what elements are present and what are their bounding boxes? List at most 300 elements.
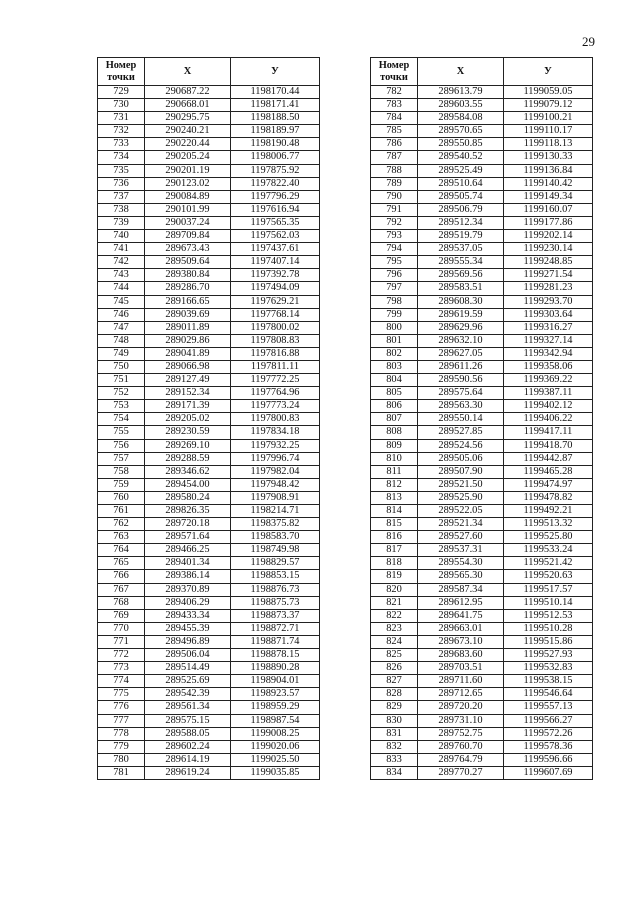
point-number-cell: 732 (98, 125, 145, 138)
x-coordinate-cell: 289720.20 (418, 701, 504, 714)
y-coordinate-cell: 1198583.70 (231, 531, 320, 544)
table-row (98, 701, 320, 714)
table-row (371, 766, 593, 779)
y-coordinate-cell: 1199492.21 (504, 505, 593, 518)
x-coordinate-cell: 289711.60 (418, 675, 504, 688)
table-row (371, 701, 593, 714)
x-coordinate-cell: 289673.10 (418, 635, 504, 648)
y-coordinate-cell: 1199149.34 (504, 190, 593, 203)
y-coordinate-cell: 1199140.42 (504, 177, 593, 190)
x-coordinate-cell: 290220.44 (145, 138, 231, 151)
table-row (371, 269, 593, 282)
x-coordinate-cell: 289555.34 (418, 256, 504, 269)
y-coordinate-cell: 1198871.74 (231, 635, 320, 648)
y-coordinate-cell: 1198853.15 (231, 570, 320, 583)
x-coordinate-cell: 289731.10 (418, 714, 504, 727)
header-point-number: Номер точки (371, 58, 418, 86)
x-coordinate-cell: 289663.01 (418, 622, 504, 635)
y-coordinate-cell: 1197768.14 (231, 308, 320, 321)
point-number-cell: 769 (98, 609, 145, 622)
x-coordinate-cell: 289709.84 (145, 230, 231, 243)
point-number-cell: 799 (371, 308, 418, 321)
y-coordinate-cell: 1199510.28 (504, 622, 593, 635)
point-number-cell: 818 (371, 557, 418, 570)
y-coordinate-cell: 1197816.88 (231, 347, 320, 360)
x-coordinate-cell: 289505.74 (418, 190, 504, 203)
point-number-cell: 761 (98, 505, 145, 518)
table-row (98, 688, 320, 701)
table-row (371, 177, 593, 190)
x-coordinate-cell: 289683.60 (418, 649, 504, 662)
x-coordinate-cell: 289505.06 (418, 452, 504, 465)
point-number-cell: 730 (98, 99, 145, 112)
table-row (98, 347, 320, 360)
y-coordinate-cell: 1199546.64 (504, 688, 593, 701)
table-row (371, 86, 593, 99)
point-number-cell: 807 (371, 413, 418, 426)
x-coordinate-cell: 289496.89 (145, 635, 231, 648)
point-number-cell: 774 (98, 675, 145, 688)
x-coordinate-cell: 289454.00 (145, 478, 231, 491)
point-number-cell: 745 (98, 295, 145, 308)
y-coordinate-cell: 1199557.13 (504, 701, 593, 714)
y-coordinate-cell: 1199342.94 (504, 347, 593, 360)
table-row (371, 505, 593, 518)
y-coordinate-cell: 1199358.06 (504, 360, 593, 373)
point-number-cell: 758 (98, 465, 145, 478)
y-coordinate-cell: 1197996.74 (231, 452, 320, 465)
coordinates-table-left (97, 57, 320, 780)
table-row (98, 727, 320, 740)
table-row (371, 203, 593, 216)
x-coordinate-cell: 289527.85 (418, 426, 504, 439)
y-coordinate-cell: 1199515.86 (504, 635, 593, 648)
y-coordinate-cell: 1197772.25 (231, 374, 320, 387)
x-coordinate-cell: 289542.39 (145, 688, 231, 701)
y-coordinate-cell: 1199118.13 (504, 138, 593, 151)
point-number-cell: 790 (371, 190, 418, 203)
point-number-cell: 821 (371, 596, 418, 609)
point-number-cell: 737 (98, 190, 145, 203)
point-number-cell: 824 (371, 635, 418, 648)
y-coordinate-cell: 1199607.69 (504, 766, 593, 779)
x-coordinate-cell: 289205.02 (145, 413, 231, 426)
y-coordinate-cell: 1198829.57 (231, 557, 320, 570)
y-coordinate-cell: 1199532.83 (504, 662, 593, 675)
x-coordinate-cell: 289575.64 (418, 387, 504, 400)
point-number-cell: 741 (98, 243, 145, 256)
table-header-row (371, 58, 593, 86)
table-row (371, 321, 593, 334)
x-coordinate-cell: 289519.79 (418, 230, 504, 243)
table-row (371, 151, 593, 164)
table-row (98, 570, 320, 583)
y-coordinate-cell: 1197616.94 (231, 203, 320, 216)
table-row (98, 321, 320, 334)
header-point-number: Номер точки (98, 58, 145, 86)
x-coordinate-cell: 289406.29 (145, 596, 231, 609)
x-coordinate-cell: 289641.75 (418, 609, 504, 622)
table-row (371, 596, 593, 609)
x-coordinate-cell: 290101.99 (145, 203, 231, 216)
table-row (371, 347, 593, 360)
table-row (371, 99, 593, 112)
point-number-cell: 764 (98, 544, 145, 557)
x-coordinate-cell: 289537.05 (418, 243, 504, 256)
y-coordinate-cell: 1197629.21 (231, 295, 320, 308)
point-number-cell: 751 (98, 374, 145, 387)
y-coordinate-cell: 1197932.25 (231, 439, 320, 452)
table-row (371, 688, 593, 701)
x-coordinate-cell: 289588.05 (145, 727, 231, 740)
point-number-cell: 763 (98, 531, 145, 544)
point-number-cell: 739 (98, 216, 145, 229)
x-coordinate-cell: 289506.79 (418, 203, 504, 216)
point-number-cell: 765 (98, 557, 145, 570)
table-row (98, 413, 320, 426)
x-coordinate-cell: 289550.85 (418, 138, 504, 151)
y-coordinate-cell: 1198171.41 (231, 99, 320, 112)
y-coordinate-cell: 1199025.50 (231, 753, 320, 766)
point-number-cell: 825 (371, 649, 418, 662)
point-number-cell: 767 (98, 583, 145, 596)
table-row (371, 662, 593, 675)
table-row (98, 374, 320, 387)
table-row (98, 478, 320, 491)
table-row (98, 112, 320, 125)
x-coordinate-cell: 289770.27 (418, 766, 504, 779)
table-row (98, 387, 320, 400)
table-row (98, 426, 320, 439)
table-row (98, 465, 320, 478)
table-row (371, 164, 593, 177)
table-row (98, 203, 320, 216)
y-coordinate-cell: 1198190.48 (231, 138, 320, 151)
y-coordinate-cell: 1199442.87 (504, 452, 593, 465)
point-number-cell: 830 (371, 714, 418, 727)
table-row (371, 282, 593, 295)
y-coordinate-cell: 1197822.40 (231, 177, 320, 190)
y-coordinate-cell: 1199100.21 (504, 112, 593, 125)
x-coordinate-cell: 289619.24 (145, 766, 231, 779)
table-row (98, 635, 320, 648)
table-row (98, 740, 320, 753)
x-coordinate-cell: 289614.19 (145, 753, 231, 766)
y-coordinate-cell: 1199521.42 (504, 557, 593, 570)
y-coordinate-cell: 1199248.85 (504, 256, 593, 269)
y-coordinate-cell: 1199527.93 (504, 649, 593, 662)
point-number-cell: 777 (98, 714, 145, 727)
x-coordinate-cell: 289286.70 (145, 282, 231, 295)
table-row (371, 256, 593, 269)
y-coordinate-cell: 1199369.22 (504, 374, 593, 387)
point-number-cell: 823 (371, 622, 418, 635)
y-coordinate-cell: 1199418.70 (504, 439, 593, 452)
point-number-cell: 756 (98, 439, 145, 452)
x-coordinate-cell: 289521.50 (418, 478, 504, 491)
x-coordinate-cell: 289507.90 (418, 465, 504, 478)
table-row (371, 308, 593, 321)
x-coordinate-cell: 289466.25 (145, 544, 231, 557)
point-number-cell: 815 (371, 518, 418, 531)
table-row (98, 531, 320, 544)
point-number-cell: 760 (98, 491, 145, 504)
table-header-row (98, 58, 320, 86)
table-row (371, 544, 593, 557)
table-row (371, 374, 593, 387)
x-coordinate-cell: 289608.30 (418, 295, 504, 308)
point-number-cell: 770 (98, 622, 145, 635)
y-coordinate-cell: 1199271.54 (504, 269, 593, 282)
point-number-cell: 820 (371, 583, 418, 596)
x-coordinate-cell: 289752.75 (418, 727, 504, 740)
y-coordinate-cell: 1198890.28 (231, 662, 320, 675)
point-number-cell: 742 (98, 256, 145, 269)
table-row (98, 125, 320, 138)
x-coordinate-cell: 289041.89 (145, 347, 231, 360)
point-number-cell: 789 (371, 177, 418, 190)
x-coordinate-cell: 289760.70 (418, 740, 504, 753)
x-coordinate-cell: 289583.51 (418, 282, 504, 295)
point-number-cell: 773 (98, 662, 145, 675)
point-number-cell: 778 (98, 727, 145, 740)
table-row (371, 740, 593, 753)
y-coordinate-cell: 1198872.71 (231, 622, 320, 635)
table-row (371, 714, 593, 727)
header-y: У (504, 58, 593, 86)
x-coordinate-cell: 290240.21 (145, 125, 231, 138)
y-coordinate-cell: 1199596.66 (504, 753, 593, 766)
table-row (98, 518, 320, 531)
y-coordinate-cell: 1199465.28 (504, 465, 593, 478)
y-coordinate-cell: 1197773.24 (231, 400, 320, 413)
y-coordinate-cell: 1199008.25 (231, 727, 320, 740)
point-number-cell: 819 (371, 570, 418, 583)
y-coordinate-cell: 1199512.53 (504, 609, 593, 622)
x-coordinate-cell: 289230.59 (145, 426, 231, 439)
x-coordinate-cell: 289401.34 (145, 557, 231, 570)
x-coordinate-cell: 289380.84 (145, 269, 231, 282)
y-coordinate-cell: 1197982.04 (231, 465, 320, 478)
point-number-cell: 797 (371, 282, 418, 295)
table-row (371, 649, 593, 662)
table-row (98, 596, 320, 609)
x-coordinate-cell: 290295.75 (145, 112, 231, 125)
table-row (98, 138, 320, 151)
x-coordinate-cell: 289673.43 (145, 243, 231, 256)
table-row (98, 400, 320, 413)
point-number-cell: 810 (371, 452, 418, 465)
point-number-cell: 766 (98, 570, 145, 583)
table-row (98, 662, 320, 675)
x-coordinate-cell: 289537.31 (418, 544, 504, 557)
point-number-cell: 817 (371, 544, 418, 557)
y-coordinate-cell: 1197392.78 (231, 269, 320, 282)
point-number-cell: 809 (371, 439, 418, 452)
x-coordinate-cell: 289525.69 (145, 675, 231, 688)
x-coordinate-cell: 289629.96 (418, 321, 504, 334)
y-coordinate-cell: 1199525.80 (504, 531, 593, 544)
table-row (371, 230, 593, 243)
table-row (371, 753, 593, 766)
table-row (371, 400, 593, 413)
table-row (98, 766, 320, 779)
point-number-cell: 785 (371, 125, 418, 138)
point-number-cell: 822 (371, 609, 418, 622)
table-row (98, 491, 320, 504)
x-coordinate-cell: 289525.49 (418, 164, 504, 177)
y-coordinate-cell: 1199230.14 (504, 243, 593, 256)
x-coordinate-cell: 290123.02 (145, 177, 231, 190)
x-coordinate-cell: 290037.24 (145, 216, 231, 229)
point-number-cell: 743 (98, 269, 145, 282)
point-number-cell: 731 (98, 112, 145, 125)
table-row (371, 465, 593, 478)
y-coordinate-cell: 1197808.83 (231, 334, 320, 347)
x-coordinate-cell: 289550.14 (418, 413, 504, 426)
point-number-cell: 781 (98, 766, 145, 779)
x-coordinate-cell: 290668.01 (145, 99, 231, 112)
point-number-cell: 793 (371, 230, 418, 243)
x-coordinate-cell: 289540.52 (418, 151, 504, 164)
point-number-cell: 771 (98, 635, 145, 648)
y-coordinate-cell: 1199510.14 (504, 596, 593, 609)
point-number-cell: 804 (371, 374, 418, 387)
y-coordinate-cell: 1198006.77 (231, 151, 320, 164)
x-coordinate-cell: 289152.34 (145, 387, 231, 400)
point-number-cell: 784 (371, 112, 418, 125)
y-coordinate-cell: 1197494.09 (231, 282, 320, 295)
point-number-cell: 800 (371, 321, 418, 334)
page-number: 29 (582, 34, 595, 49)
point-number-cell: 757 (98, 452, 145, 465)
point-number-cell: 754 (98, 413, 145, 426)
point-number-cell: 814 (371, 505, 418, 518)
table-row (98, 230, 320, 243)
y-coordinate-cell: 1198375.82 (231, 518, 320, 531)
table-row (98, 649, 320, 662)
table-row (98, 439, 320, 452)
x-coordinate-cell: 289703.51 (418, 662, 504, 675)
y-coordinate-cell: 1199517.57 (504, 583, 593, 596)
y-coordinate-cell: 1199020.06 (231, 740, 320, 753)
x-coordinate-cell: 289826.35 (145, 505, 231, 518)
x-coordinate-cell: 289565.30 (418, 570, 504, 583)
point-number-cell: 738 (98, 203, 145, 216)
x-coordinate-cell: 289521.34 (418, 518, 504, 531)
table-row (371, 570, 593, 583)
point-number-cell: 833 (371, 753, 418, 766)
table-row (371, 243, 593, 256)
x-coordinate-cell: 289370.89 (145, 583, 231, 596)
point-number-cell: 826 (371, 662, 418, 675)
point-number-cell: 779 (98, 740, 145, 753)
table-row (98, 609, 320, 622)
x-coordinate-cell: 289509.64 (145, 256, 231, 269)
x-coordinate-cell: 289433.34 (145, 609, 231, 622)
point-number-cell: 811 (371, 465, 418, 478)
y-coordinate-cell: 1197834.18 (231, 426, 320, 439)
table-row (98, 583, 320, 596)
x-coordinate-cell: 290201.19 (145, 164, 231, 177)
table-row (98, 86, 320, 99)
x-coordinate-cell: 289527.60 (418, 531, 504, 544)
y-coordinate-cell: 1197407.14 (231, 256, 320, 269)
y-coordinate-cell: 1198987.54 (231, 714, 320, 727)
table-row (371, 125, 593, 138)
table-row (98, 557, 320, 570)
y-coordinate-cell: 1199572.26 (504, 727, 593, 740)
x-coordinate-cell: 289720.18 (145, 518, 231, 531)
y-coordinate-cell: 1199538.15 (504, 675, 593, 688)
point-number-cell: 746 (98, 308, 145, 321)
x-coordinate-cell: 289603.55 (418, 99, 504, 112)
table-row (98, 452, 320, 465)
header-x: X (145, 58, 231, 86)
point-number-cell: 834 (371, 766, 418, 779)
y-coordinate-cell: 1197948.42 (231, 478, 320, 491)
x-coordinate-cell: 289584.08 (418, 112, 504, 125)
y-coordinate-cell: 1199406.22 (504, 413, 593, 426)
y-coordinate-cell: 1199160.07 (504, 203, 593, 216)
x-coordinate-cell: 289011.89 (145, 321, 231, 334)
y-coordinate-cell: 1199079.12 (504, 99, 593, 112)
x-coordinate-cell: 289512.34 (418, 216, 504, 229)
table-row (98, 622, 320, 635)
point-number-cell: 740 (98, 230, 145, 243)
x-coordinate-cell: 289455.39 (145, 622, 231, 635)
y-coordinate-cell: 1198923.57 (231, 688, 320, 701)
y-coordinate-cell: 1197800.83 (231, 413, 320, 426)
point-number-cell: 803 (371, 360, 418, 373)
point-number-cell: 831 (371, 727, 418, 740)
point-number-cell: 792 (371, 216, 418, 229)
y-coordinate-cell: 1198214.71 (231, 505, 320, 518)
y-coordinate-cell: 1199474.97 (504, 478, 593, 491)
x-coordinate-cell: 289554.30 (418, 557, 504, 570)
x-coordinate-cell: 289580.24 (145, 491, 231, 504)
point-number-cell: 736 (98, 177, 145, 190)
y-coordinate-cell: 1199035.85 (231, 766, 320, 779)
point-number-cell: 776 (98, 701, 145, 714)
table-row (371, 583, 593, 596)
table-row (98, 334, 320, 347)
table-row (371, 557, 593, 570)
y-coordinate-cell: 1199478.82 (504, 491, 593, 504)
table-row (98, 243, 320, 256)
point-number-cell: 755 (98, 426, 145, 439)
y-coordinate-cell: 1198875.73 (231, 596, 320, 609)
y-coordinate-cell: 1198878.15 (231, 649, 320, 662)
table-row (371, 426, 593, 439)
x-coordinate-cell: 289386.14 (145, 570, 231, 583)
point-number-cell: 747 (98, 321, 145, 334)
x-coordinate-cell: 289066.98 (145, 360, 231, 373)
x-coordinate-cell: 289506.04 (145, 649, 231, 662)
x-coordinate-cell: 289029.86 (145, 334, 231, 347)
point-number-cell: 832 (371, 740, 418, 753)
x-coordinate-cell: 289522.05 (418, 505, 504, 518)
table-row (371, 531, 593, 544)
table-row (371, 360, 593, 373)
header-x: X (418, 58, 504, 86)
x-coordinate-cell: 289525.90 (418, 491, 504, 504)
table-row (98, 360, 320, 373)
point-number-cell: 735 (98, 164, 145, 177)
x-coordinate-cell: 289171.39 (145, 400, 231, 413)
y-coordinate-cell: 1198189.97 (231, 125, 320, 138)
y-coordinate-cell: 1198876.73 (231, 583, 320, 596)
